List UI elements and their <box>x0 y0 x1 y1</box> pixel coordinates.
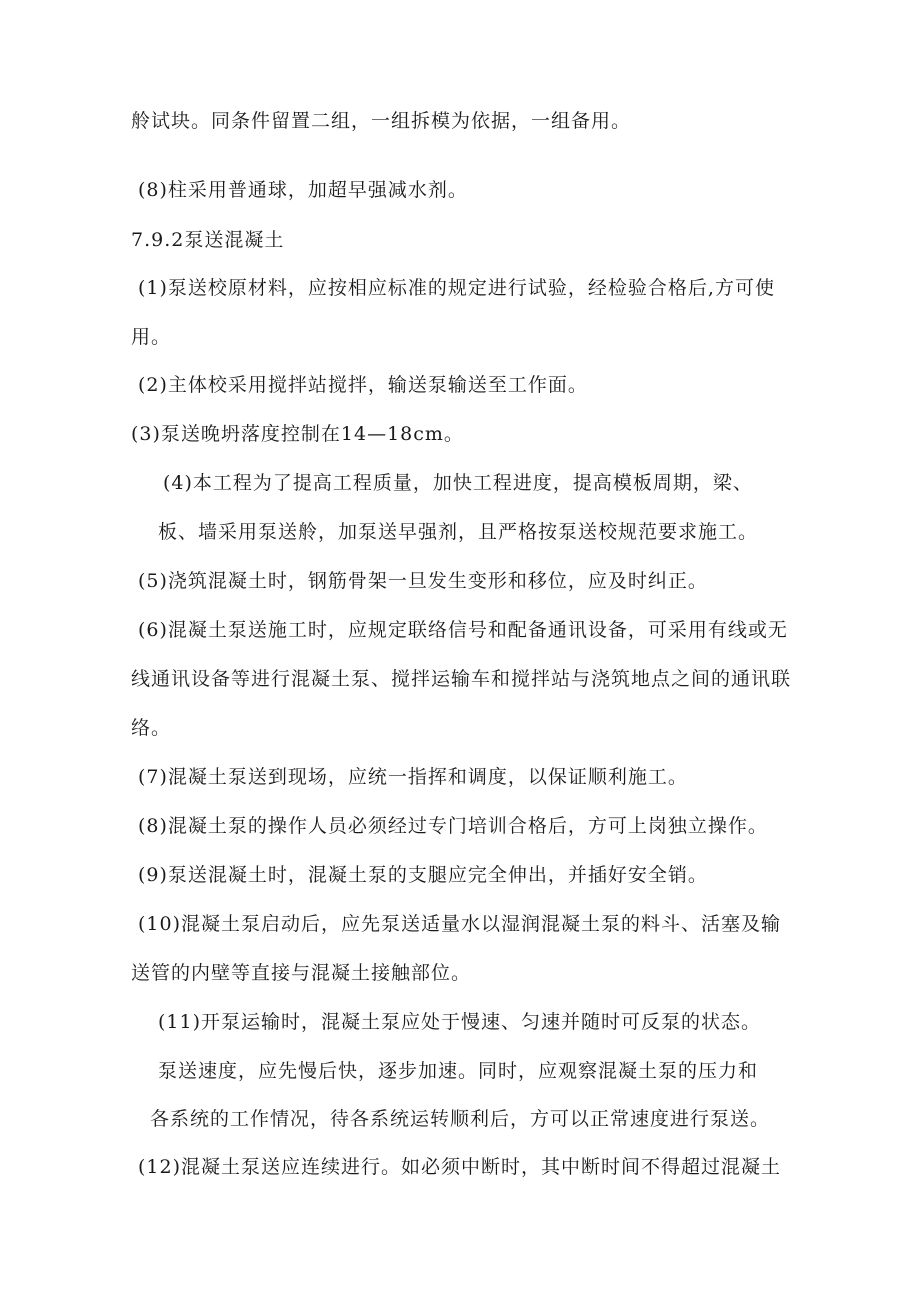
text-line: 络。 <box>131 717 172 739</box>
text-line: 舲试块。同条件留置二组，一组拆模为依据，一组备用。 <box>131 110 632 132</box>
text-line: 泵送速度，应先慢后快，逐步加速。同时，应观察混凝土泵的压力和 <box>158 1060 759 1082</box>
text-line: 板、墙采用泵送舲，加泵送早强剂，且严格按泵送校规范要求施工。 <box>158 521 759 543</box>
text-line: (5)浇筑混凝土时，钢筋骨架一旦发生变形和移位，应及时纠正。 <box>138 570 708 592</box>
text-line: (12)混凝土泵送应连续进行。如必须中断时，其中断时间不得超过混凝土 <box>138 1156 782 1178</box>
text-line: 各系统的工作情况，待各系统运转顺利后，方可以正常速度进行泵送。 <box>150 1108 771 1130</box>
text-line: (4)本工程为了提高工程质量，加快工程进度，提高模板周期，梁、 <box>163 472 753 494</box>
text-line: (8)柱采用普通球，加超早强减水剂。 <box>138 179 468 201</box>
text-line: (7)混凝土泵送到现场，应统一指挥和调度，以保证顺利施工。 <box>138 766 688 788</box>
text-line: (3)泵送晚坍落度控制在14—18cm。 <box>131 423 464 445</box>
text-line: (10)混凝土泵启动后，应先泵送适量水以湿润混凝土泵的料斗、活塞及输 <box>138 913 782 935</box>
text-line: 送管的内壁等直接与混凝土接触部位。 <box>131 962 472 984</box>
text-line: (2)主体校采用搅拌站搅拌，输送泵输送至工作面。 <box>138 374 588 396</box>
text-line: (1)泵送校原材料，应按相应标准的规定进行试验，经检验合格后,方可使 <box>138 277 775 299</box>
section-heading: 7.9.2泵送混凝土 <box>131 229 285 251</box>
text-line: (11)开泵运输时，混凝土泵应处于慢速、匀速并随时可反泵的状态。 <box>158 1011 762 1033</box>
text-line: (6)混凝土泵送施工时，应规定联络信号和配备通讯设备，可采用有线或无 <box>138 619 788 641</box>
text-line: (8)混凝土泵的操作人员必须经过专门培训合格后，方可上岗独立操作。 <box>138 815 768 837</box>
text-line: (9)泵送混凝土时，混凝土泵的支腿应完全伸出，并插好安全销。 <box>138 864 708 886</box>
text-line: 线通讯设备等进行混凝土泵、搅拌运输车和搅拌站与浇筑地点之间的通讯联 <box>131 668 792 690</box>
text-line: 用。 <box>131 326 172 348</box>
